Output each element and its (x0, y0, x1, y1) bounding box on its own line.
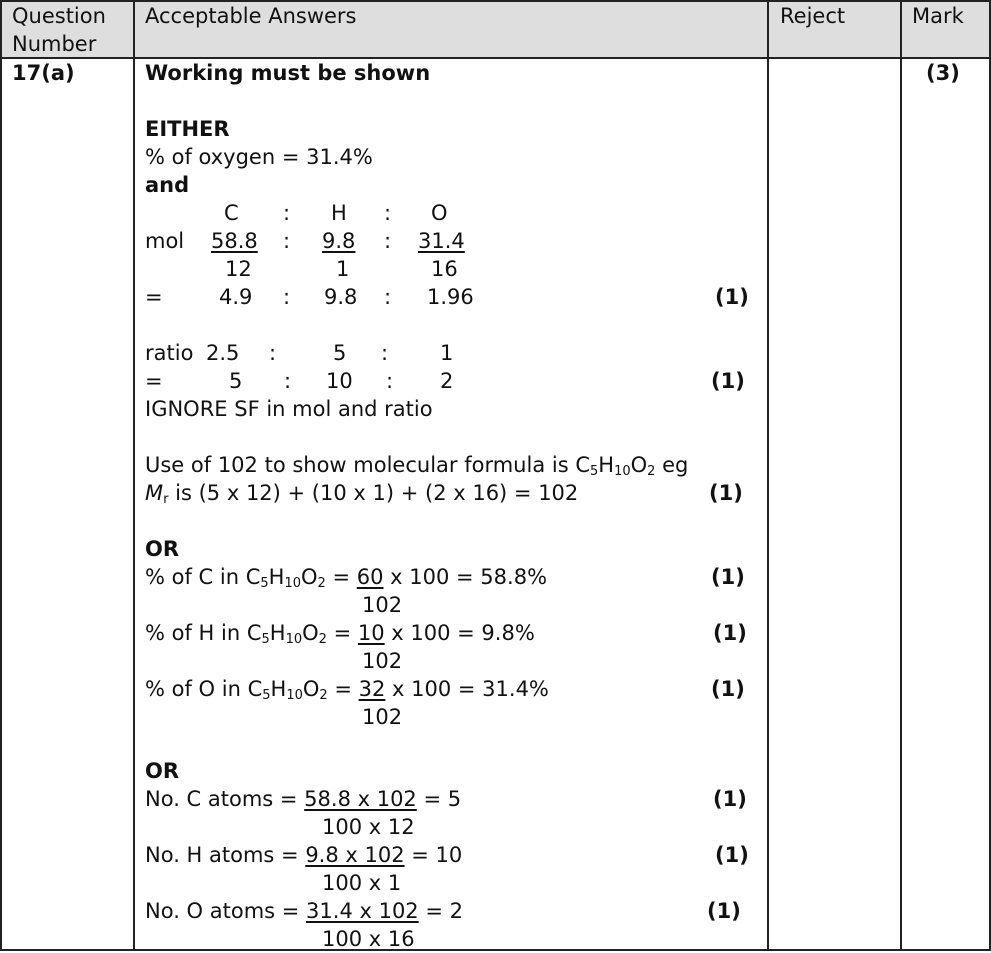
ratio-final-c: 5 (229, 369, 243, 393)
atoms-o-denominator: 100 x 16 (322, 927, 415, 951)
header-mark: Mark (912, 4, 964, 28)
percent-h-denominator: 102 (362, 649, 403, 673)
mol-label: mol (145, 229, 185, 253)
header-question-number-line1: Question (12, 4, 106, 28)
mol-c-result: 4.9 (219, 285, 253, 309)
ratio-head-h: H (331, 201, 347, 225)
ratio-head-sep-2: : (384, 201, 392, 225)
atoms-h-line: No. H atoms = 9.8 x 102 = 10 (145, 843, 463, 867)
percent-o-denominator: 102 (362, 705, 403, 729)
either-heading: EITHER (145, 117, 230, 141)
header-acceptable-answers: Acceptable Answers (145, 4, 357, 28)
percent-c-line: % of C in $C_5H_{10}O_2 = 60$ x 100 = 58.8% (145, 565, 548, 591)
mol-c-numerator: 58.8 (211, 229, 258, 253)
ratio-final-sep-1: : (284, 369, 292, 393)
percent-o-mark: (1) (711, 677, 745, 701)
atoms-c-denominator: 100 x 12 (322, 815, 415, 839)
mol-result-sep-2: : (384, 285, 392, 309)
ratio-value-h: 5 (333, 341, 347, 365)
atoms-c-mark: (1) (713, 787, 747, 811)
ignore-note: IGNORE SF in mol and ratio (145, 397, 433, 421)
table-border-left (0, 0, 2, 951)
percent-h-mark: (1) (713, 621, 747, 645)
ratio-head-o: O (431, 201, 448, 225)
ratio-sep-1: : (269, 341, 277, 365)
ratio-mark: (1) (711, 369, 745, 393)
question-number: 17(a) (12, 61, 75, 85)
total-mark: (3) (926, 61, 960, 85)
ratio-final-o: 2 (440, 369, 454, 393)
mol-sep-2: : (384, 229, 392, 253)
oxygen-percentage: % of oxygen = 31.4% (145, 145, 373, 169)
mol-result-sep-1: : (283, 285, 291, 309)
mol-mark: (1) (715, 285, 749, 309)
or-heading-1: OR (145, 537, 180, 561)
ratio-final-sep-2: : (386, 369, 394, 393)
mr-expression: $M_r$ is (5 x 12) + (10 x 1) + (2 x 16) = 102 (145, 481, 579, 507)
header-question-number-line2: Number (12, 32, 97, 56)
ratio-head-c: C (224, 201, 239, 225)
ratio-label: ratio (145, 341, 194, 365)
mol-h-numerator: 9.8 (322, 229, 356, 253)
percent-c-mark: (1) (711, 565, 745, 589)
atoms-o-line: No. O atoms = 31.4 x 102 = 2 (145, 899, 463, 923)
atoms-h-mark: (1) (715, 843, 749, 867)
mol-sep-1: : (283, 229, 291, 253)
ratio-head-sep-1: : (283, 201, 291, 225)
mol-o-numerator: 31.4 (418, 229, 465, 253)
ratio-value-c: 2.5 (206, 341, 240, 365)
ratio-final-equals: = (145, 369, 163, 393)
mol-o-result: 1.96 (427, 285, 474, 309)
and-label: and (145, 173, 190, 197)
percent-h-line: % of H in $C_5H_{10}O_2 = 10$ x 100 = 9.8% (145, 621, 535, 647)
use-102-line: Use of 102 to show molecular formula is $C_5H_{10}O_2$ eg (145, 453, 689, 479)
mr-mark: (1) (709, 481, 743, 505)
atoms-o-mark: (1) (707, 899, 741, 923)
atoms-c-line: No. C atoms = 58.8 x 102 = 5 (145, 787, 462, 811)
percent-o-line: % of O in $C_5H_{10}O_2 = 32$ x 100 = 31.4% (145, 677, 549, 703)
header-reject: Reject (780, 4, 846, 28)
mol-h-result: 9.8 (324, 285, 358, 309)
mol-o-denominator: 16 (431, 257, 458, 281)
column-divider-2 (767, 0, 769, 951)
atoms-h-denominator: 100 x 1 (322, 871, 402, 895)
percent-c-denominator: 102 (362, 593, 403, 617)
column-divider-3 (900, 0, 902, 951)
mol-c-denominator: 12 (225, 257, 252, 281)
ratio-final-h: 10 (326, 369, 353, 393)
ratio-value-o: 1 (440, 341, 454, 365)
column-divider-1 (133, 0, 135, 951)
mol-h-denominator: 1 (336, 257, 350, 281)
mol-equals: = (145, 285, 163, 309)
ratio-sep-2: : (381, 341, 389, 365)
working-note: Working must be shown (145, 61, 431, 85)
or-heading-2: OR (145, 759, 180, 783)
